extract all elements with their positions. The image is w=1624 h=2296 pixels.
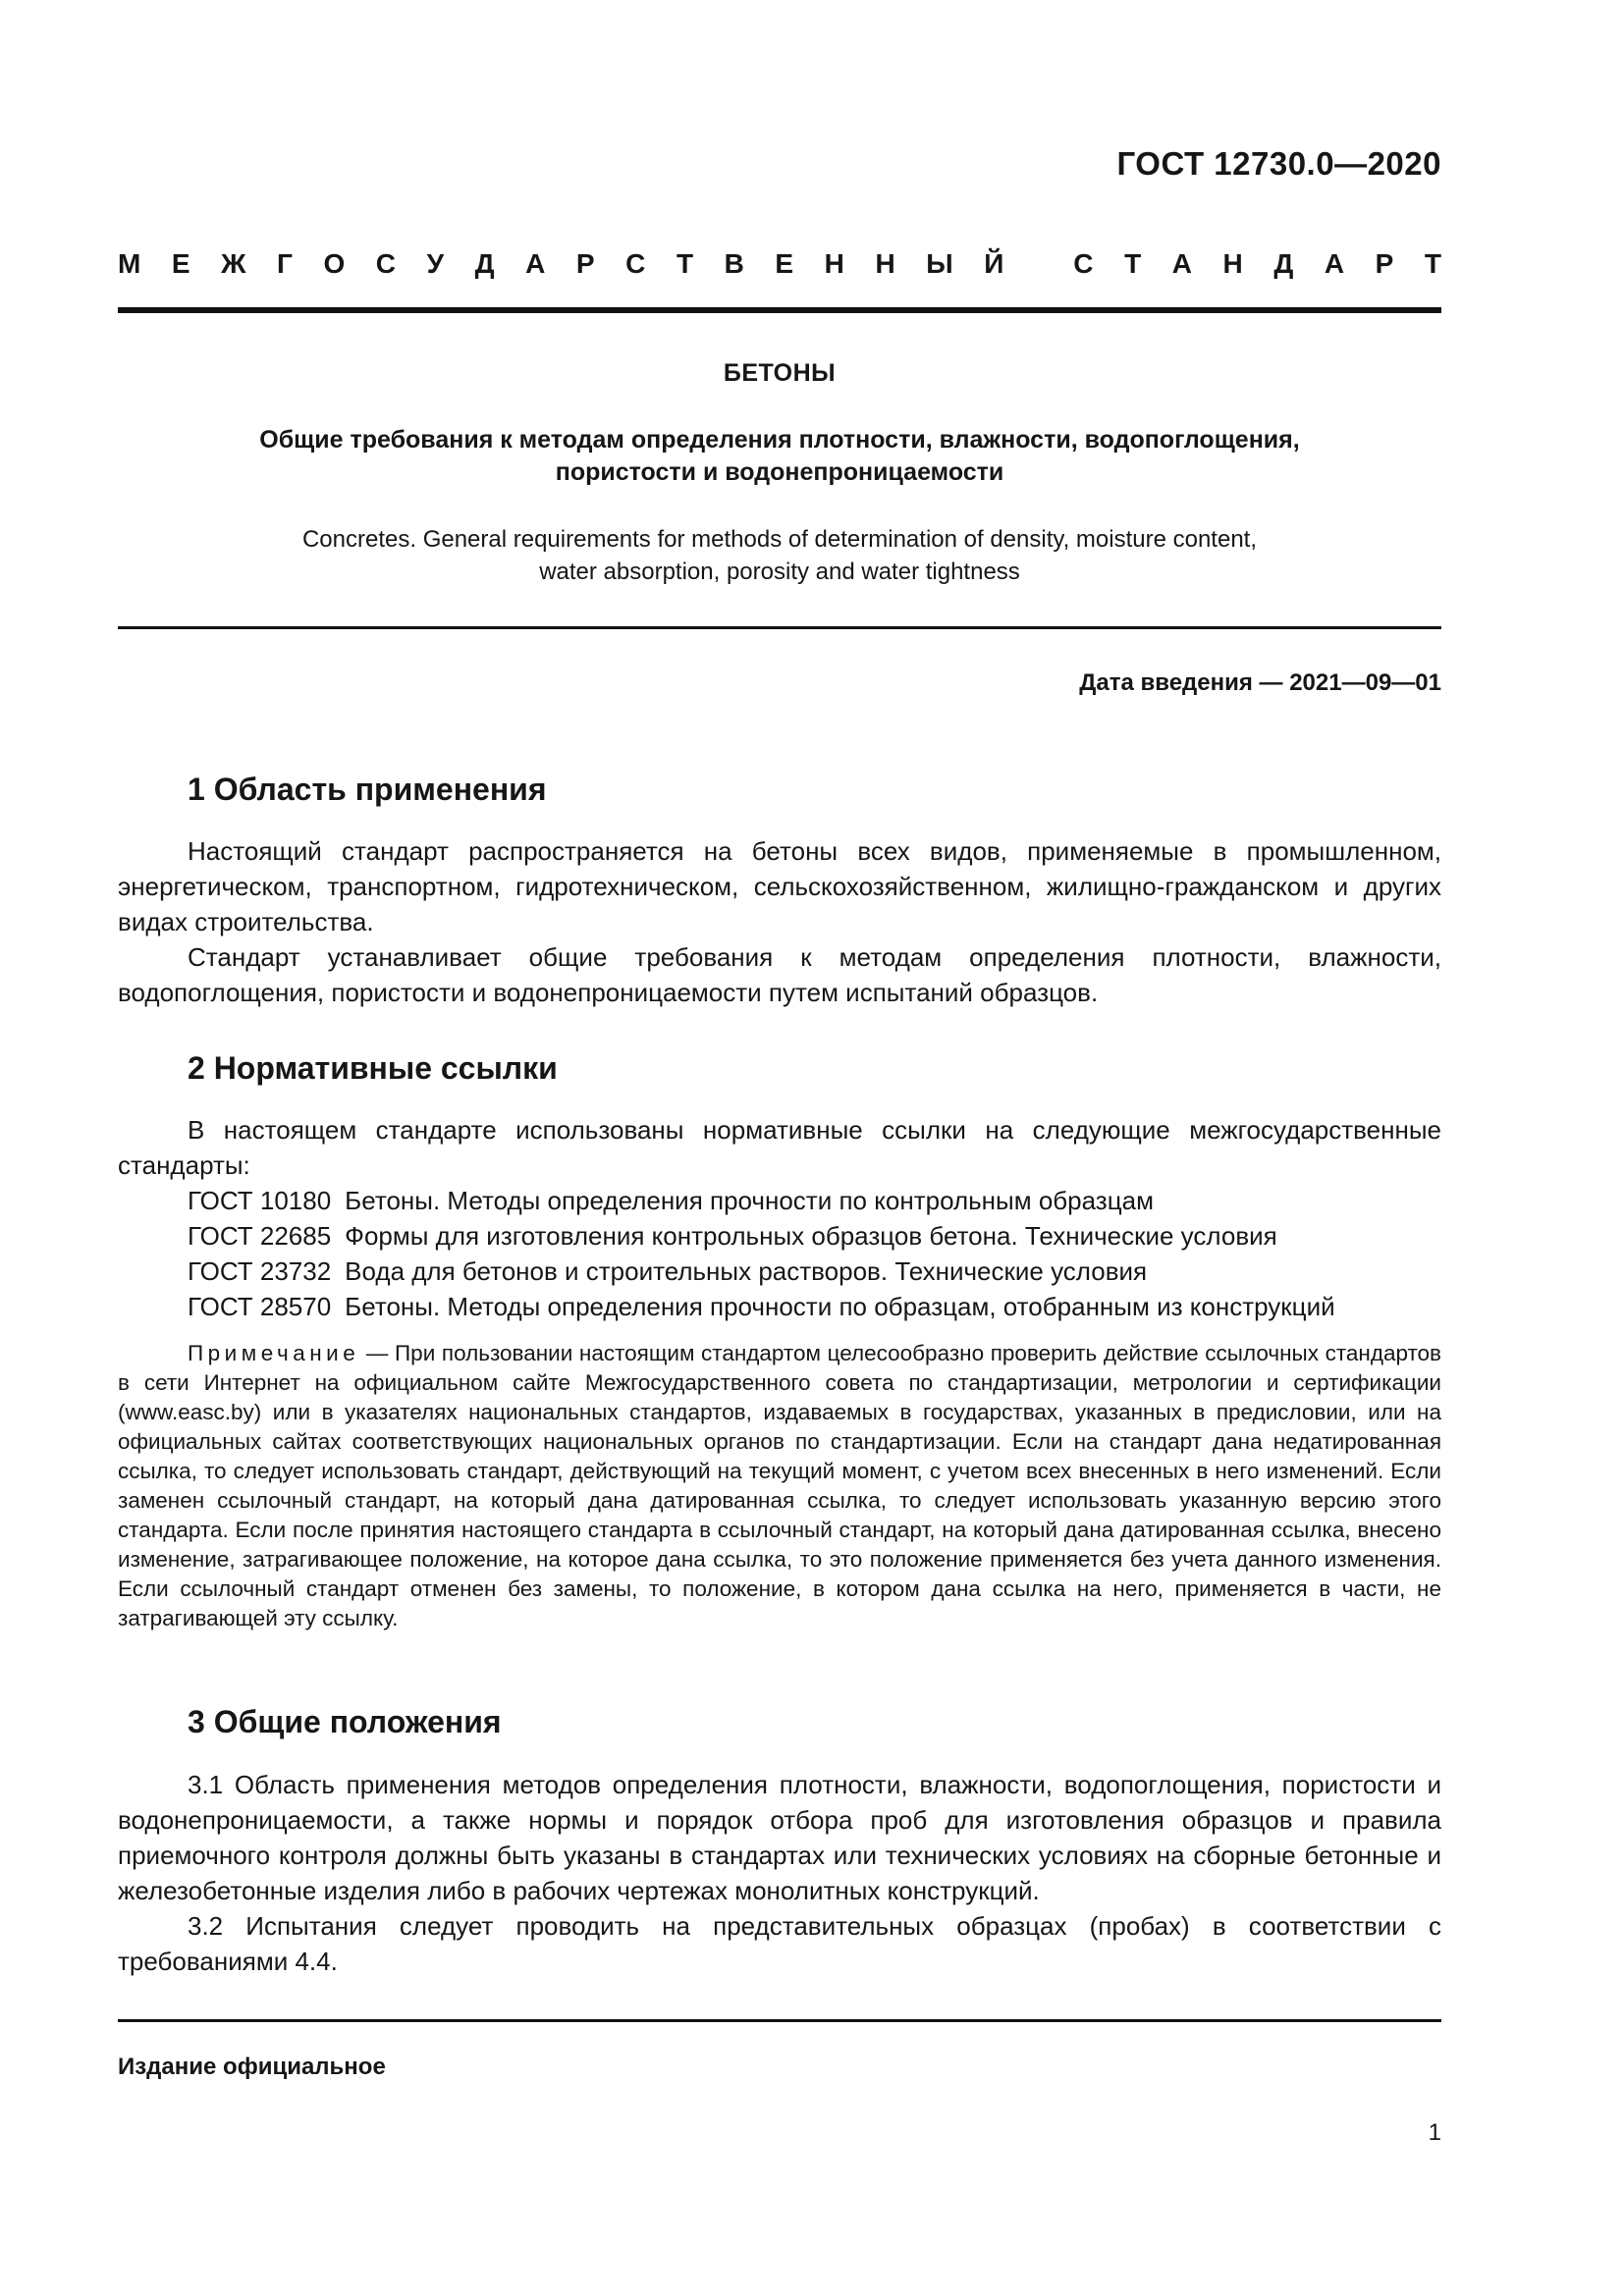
gost-code: ГОСТ 12730.0—2020 — [1116, 145, 1441, 182]
reference-title: Вода для бетонов и строительных растворов. Технические условия — [345, 1256, 1148, 1286]
banner-letter: С — [375, 248, 397, 279]
title-rule — [118, 626, 1441, 629]
banner-letter: Т — [1124, 248, 1142, 279]
section-2-intro: В настоящем стандарте использованы нормативные ссылки на следующие межгосударственные стандарты: — [118, 1115, 1441, 1180]
banner-letter: А — [525, 248, 546, 279]
section-1-body — [118, 833, 1441, 1010]
reference-code: ГОСТ 10180 — [188, 1186, 332, 1215]
banner-letter: Н — [824, 248, 844, 279]
section-3-body — [118, 1767, 1441, 1979]
section-1-paragraph-1: Настоящий стандарт распространяется на бетоны всех видов, применяемые в промышленном, энергетическом, транспортном, гидротехническом, сельскохозяйственном, жилищно-гражданском и других видах строительства. — [118, 836, 1441, 936]
banner-letter: Т — [676, 248, 694, 279]
banner-letter: Ж — [221, 248, 246, 279]
section-3-paragraph-2: 3.2 Испытания следует проводить на представительных образцах (пробах) в соответствии с требованиями 4.4. — [118, 1911, 1441, 1976]
header-rule — [118, 307, 1441, 313]
page-number: 1 — [1428, 2119, 1441, 2146]
section-2-body — [118, 1112, 1441, 1324]
section-3-heading: 3 Общие положения — [188, 1704, 502, 1739]
banner-letter: Р — [575, 248, 595, 279]
reference-item — [118, 1289, 1441, 1324]
banner-letter: У — [426, 248, 445, 279]
reference-item — [118, 1183, 1441, 1218]
banner-letter: Е — [171, 248, 190, 279]
section-3-paragraph-1: 3.1 Область применения методов определения плотности, влажности, водопоглощения, пористости и водонепроницаемости, а также нормы и порядок отбора проб для изготовления образцов и правила приемочного контроля должны быть указаны в стандартах или технических условиях на сборные бетонные и железобетонные изделия либо в рабочих чертежах монолитных конструкций. — [118, 1770, 1441, 1905]
banner-letter: А — [1171, 248, 1192, 279]
english-title-line-2: water absorption, porosity and water tightness — [539, 559, 1020, 585]
banner-letter: Р — [1375, 248, 1394, 279]
document-subtitle — [118, 424, 1441, 489]
banner-letter: С — [625, 248, 646, 279]
footer-rule — [118, 2019, 1441, 2022]
reference-item — [118, 1218, 1441, 1254]
banner-gap — [1035, 248, 1043, 280]
reference-code: ГОСТ 22685 — [188, 1221, 332, 1251]
normative-references-list — [118, 1183, 1441, 1324]
banner-letter: Е — [775, 248, 794, 279]
banner-letter: Т — [1424, 248, 1441, 279]
english-title-line-1: Concretes. General requirements for methods of determination of density, moisture content, — [301, 526, 1258, 553]
banner-letter: Н — [875, 248, 895, 279]
reference-title: Бетоны. Методы определения прочности по образцам, отобранным из конструкций — [345, 1292, 1335, 1321]
section-1-heading: 1 Область применения — [188, 772, 547, 807]
banner-letter: Д — [474, 248, 495, 279]
official-edition-label: Издание официальное — [118, 2054, 386, 2080]
banner-letter: Й — [984, 248, 1004, 279]
reference-code: ГОСТ 28570 — [188, 1292, 332, 1321]
banner-letter: Г — [277, 248, 293, 279]
english-title — [118, 523, 1441, 588]
banner-letter: А — [1324, 248, 1345, 279]
subtitle-line-1: Общие требования к методам определения плотности, влажности, водопоглощения, — [259, 426, 1300, 454]
banner-letter: С — [1073, 248, 1094, 279]
reference-code: ГОСТ 23732 — [188, 1256, 332, 1286]
note-label: Примечание — [188, 1341, 360, 1365]
section-2-heading: 2 Нормативные ссылки — [188, 1050, 558, 1086]
reference-item — [118, 1254, 1441, 1289]
banner-letter: М — [118, 248, 141, 279]
note-text: — При пользовании настоящим стандартом целесообразно проверить действие ссылочных стандартов в сети Интернет на официальном сайте Межгосударственного совета по стандартизации, метрологии и сертификации (www.easc.by) или в указателях национальных стандартов, издаваемых в государствах, указанных в предисловии, или на официальных сайтах соответствующих национальных органов по стандартизации. Если на стандарт дана недатированная ссылка, то следует использовать стандарт, действующий на текущий момент, с учетом всех внесенных в него изменений. Если заменен ссылочный стандарт, на который дана датированная ссылка, то следует использовать указанную версию этого стандарта. Если после принятия настоящего стандарта в ссылочный стандарт, на который дана датированная ссылка, внесено изменение, затрагивающее положение, на которое дана ссылка, то это положение применяется без учета данного изменения. Если ссылочный стандарт отменен без замены, то положение, в котором дана ссылка на него, применяется в части, не затрагивающей эту ссылку. — [118, 1341, 1441, 1630]
subtitle-line-2: пористости и водонепроницаемости — [555, 458, 1004, 486]
banner-letter: Д — [1273, 248, 1294, 279]
introduction-date: Дата введения — 2021—09—01 — [1079, 669, 1441, 696]
banner-letter: В — [724, 248, 744, 279]
banner-letter: Н — [1222, 248, 1243, 279]
note-block — [118, 1339, 1441, 1633]
section-1-paragraph-2: Стандарт устанавливает общие требования к методам определения плотности, влажности, водопоглощения, пористости и водонепроницаемости путем испытаний образцов. — [118, 942, 1441, 1007]
interstate-standard-banner — [118, 248, 1441, 280]
reference-title: Бетоны. Методы определения прочности по контрольным образцам — [345, 1186, 1154, 1215]
banner-letter: Ы — [926, 248, 953, 279]
reference-title: Формы для изготовления контрольных образцов бетона. Технические условия — [345, 1221, 1277, 1251]
document-title: БЕТОНЫ — [723, 359, 837, 387]
banner-letter: О — [323, 248, 346, 279]
